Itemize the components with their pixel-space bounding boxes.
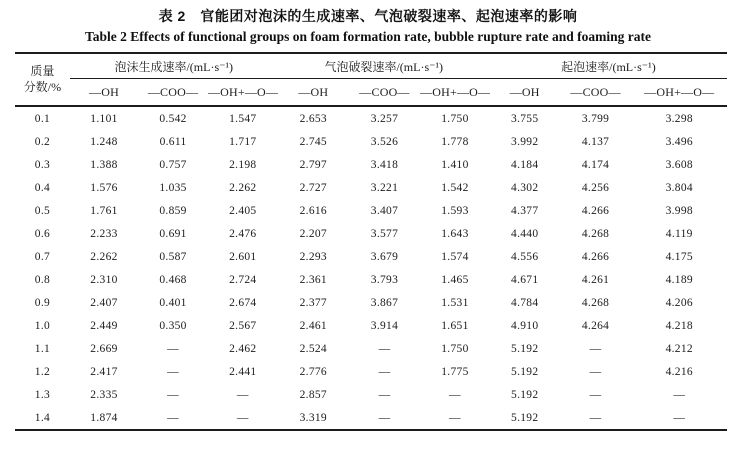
table-cell: 4.264 [581, 319, 610, 332]
subcol-header-oh: —OH [278, 79, 349, 107]
table-cell: 4.266 [581, 250, 610, 263]
table-cell: 4.175 [665, 250, 693, 263]
table-row [15, 383, 727, 406]
table-cell-empty: — [449, 411, 461, 424]
group-header-foam-formation-rate: 泡沫生成速率/(mL·s⁻¹) [70, 53, 278, 79]
table-cell: 3.867 [370, 296, 399, 309]
table-cell: 3.914 [370, 319, 399, 332]
table-cell: 3.998 [665, 204, 693, 217]
table-cell: 4.212 [665, 342, 693, 355]
table-cell-empty: — [378, 365, 391, 378]
table-cell: 1.593 [441, 204, 469, 217]
table-cell: 3.418 [370, 158, 399, 171]
table-cell: 4.268 [581, 296, 610, 309]
table-cell: 3.319 [299, 411, 327, 424]
subcol-header-coo: —COO— [560, 79, 632, 107]
table-cell: 1.750 [441, 342, 469, 355]
row-mass-fraction: 0.8 [34, 273, 51, 286]
table-row [15, 314, 727, 337]
table-cell: 2.524 [299, 342, 327, 355]
table-cell: 2.727 [299, 181, 327, 194]
table-cell: 2.233 [90, 227, 118, 240]
table-cell: 1.775 [441, 365, 469, 378]
row-mass-fraction: 0.9 [34, 296, 51, 309]
mass-fraction-header-line2: 分数/% [23, 79, 62, 94]
table-cell-empty: — [378, 388, 391, 401]
table-row [15, 360, 727, 383]
table-cell: 1.388 [90, 158, 118, 171]
table-cell: 1.035 [159, 181, 187, 194]
table-cell: 2.461 [299, 319, 327, 332]
table-cell: 3.407 [370, 204, 399, 217]
table-cell: 2.441 [229, 365, 257, 378]
table-cell: 2.417 [90, 365, 118, 378]
row-mass-fraction: 0.4 [34, 181, 51, 194]
table-cell: 1.750 [441, 112, 469, 125]
table-cell: 2.476 [229, 227, 257, 240]
table-cell: 3.526 [370, 135, 399, 148]
table-cell: 2.407 [90, 296, 118, 309]
table-cell: 2.207 [299, 227, 327, 240]
subcol-header-oh: —OH [70, 79, 138, 107]
table-cell: 2.857 [299, 388, 327, 401]
table-cell-empty: — [167, 388, 179, 401]
table-cell: 1.761 [90, 204, 118, 217]
table-row [15, 153, 727, 176]
table-row [15, 245, 727, 268]
table-row [15, 222, 727, 245]
sub-header-row [15, 79, 727, 107]
table-cell-empty: — [236, 388, 249, 401]
table-cell: 3.793 [370, 273, 399, 286]
table-cell: 4.218 [665, 319, 693, 332]
table-cell: 2.567 [229, 319, 257, 332]
table-cell: 1.643 [441, 227, 469, 240]
table-cell: 5.192 [511, 388, 539, 401]
row-mass-fraction: 0.2 [34, 135, 51, 148]
table-cell-empty: — [589, 365, 602, 378]
subcol-header-oh: —OH [490, 79, 560, 107]
mass-fraction-header-line1: 质量 [30, 63, 55, 78]
subcol-header-oh-o: —OH+—O— [420, 79, 490, 107]
table-cell: 4.216 [665, 365, 693, 378]
table-cell: 4.184 [511, 158, 539, 171]
table-cell: 2.669 [90, 342, 118, 355]
table-cell: 2.335 [90, 388, 118, 401]
table-cell: 2.797 [299, 158, 327, 171]
table-cell: 1.874 [90, 411, 118, 424]
table-cell: 4.137 [581, 135, 610, 148]
table-cell-empty: — [589, 342, 602, 355]
table-cell: 3.755 [511, 112, 539, 125]
table-cell-empty: — [589, 411, 602, 424]
table-cell: 2.405 [229, 204, 257, 217]
table-cell: 5.192 [511, 342, 539, 355]
subcol-header-coo: —COO— [138, 79, 208, 107]
table-cell: 1.101 [90, 112, 118, 125]
table-cell: 2.724 [229, 273, 257, 286]
table-cell: 2.674 [229, 296, 257, 309]
group-header-row [15, 53, 727, 79]
row-mass-fraction: 0.5 [34, 204, 51, 217]
row-mass-fraction: 1.3 [34, 388, 51, 401]
table-body [15, 106, 727, 430]
table-cell: 1.542 [441, 181, 469, 194]
row-mass-fraction: 0.7 [34, 250, 51, 263]
table-caption-en: Table 2 Effects of functional groups on foam formation rate, bubble rupture rate and foaming rate [85, 29, 651, 44]
table-cell: 4.302 [511, 181, 539, 194]
table-cell: 1.531 [441, 296, 469, 309]
row-mass-fraction: 0.1 [34, 112, 51, 125]
mass-fraction-header [15, 53, 70, 106]
row-mass-fraction: 0.3 [34, 158, 51, 171]
table-cell: 4.174 [581, 158, 610, 171]
table-cell: 2.361 [299, 273, 327, 286]
row-mass-fraction: 1.0 [34, 319, 51, 332]
table-cell-empty: — [167, 365, 179, 378]
table-row [15, 176, 727, 199]
row-mass-fraction: 1.1 [34, 342, 51, 355]
table-cell: 3.221 [370, 181, 399, 194]
table-cell-empty: — [589, 388, 602, 401]
table-cell: 2.745 [299, 135, 327, 148]
data-table [15, 52, 727, 431]
table-caption-zh: 表 2 官能团对泡沫的生成速率、气泡破裂速率、起泡速率的影响 [158, 8, 578, 24]
subcol-header-coo: —COO— [349, 79, 420, 107]
row-mass-fraction: 0.6 [34, 227, 51, 240]
table-cell: 3.992 [511, 135, 539, 148]
table-cell: 1.574 [441, 250, 469, 263]
table-cell-empty: — [167, 342, 179, 355]
table-cell: 3.577 [370, 227, 399, 240]
table-cell: 2.462 [229, 342, 257, 355]
table-cell: 0.691 [159, 227, 187, 240]
table-cell: 4.440 [511, 227, 539, 240]
table-cell: 0.350 [159, 319, 187, 332]
table-cell: 4.256 [581, 181, 610, 194]
table-cell: 0.757 [159, 158, 187, 171]
table-cell: 4.671 [511, 273, 539, 286]
group-header-foaming-rate: 起泡速率/(mL·s⁻¹) [490, 53, 727, 79]
table-cell: 2.776 [299, 365, 327, 378]
row-mass-fraction: 1.2 [34, 365, 51, 378]
table-cell-empty: — [449, 388, 461, 401]
table-cell: 2.262 [229, 181, 257, 194]
table-cell: 0.859 [159, 204, 187, 217]
table-cell: 1.717 [229, 135, 257, 148]
table-cell-empty: — [673, 411, 686, 424]
group-header-bubble-rupture-rate: 气泡破裂速率/(mL·s⁻¹) [278, 53, 490, 79]
table-cell: 3.257 [370, 112, 399, 125]
table-cell-empty: — [673, 388, 686, 401]
table-cell: 4.377 [511, 204, 539, 217]
table-cell: 4.119 [665, 227, 693, 240]
table-cell-empty: — [167, 411, 179, 424]
table-cell: 3.496 [665, 135, 693, 148]
table-cell: 2.310 [90, 273, 118, 286]
table-cell: 0.401 [159, 296, 187, 309]
row-mass-fraction: 1.4 [34, 411, 51, 424]
table-cell: 4.910 [511, 319, 539, 332]
table-cell: 2.293 [299, 250, 327, 263]
table-cell: 4.189 [665, 273, 693, 286]
table-cell: 0.468 [159, 273, 187, 286]
table-cell: 4.784 [511, 296, 539, 309]
table-row [15, 130, 727, 153]
table-cell-empty: — [378, 342, 391, 355]
table-cell-empty: — [378, 411, 391, 424]
table-row [15, 291, 727, 314]
table-row [15, 199, 727, 222]
table-cell: 2.262 [90, 250, 118, 263]
table-cell: 1.547 [229, 112, 257, 125]
table-cell: 1.576 [90, 181, 118, 194]
table-cell: 2.653 [299, 112, 327, 125]
table-cell: 1.651 [441, 319, 469, 332]
table-cell: 5.192 [511, 411, 539, 424]
table-cell: 0.542 [159, 112, 187, 125]
table-cell: 3.804 [665, 181, 693, 194]
table-row [15, 106, 727, 130]
table-row [15, 268, 727, 291]
table-cell: 1.778 [441, 135, 469, 148]
table-cell: 4.206 [665, 296, 693, 309]
table-cell: 2.449 [90, 319, 118, 332]
table-row [15, 406, 727, 430]
table-cell: 1.248 [90, 135, 118, 148]
table-cell: 4.261 [581, 273, 610, 286]
table-cell: 2.601 [229, 250, 257, 263]
table-cell: 2.616 [299, 204, 327, 217]
table-cell: 3.608 [665, 158, 693, 171]
table-cell: 5.192 [511, 365, 539, 378]
subcol-header-oh-o: —OH+—O— [208, 79, 278, 107]
table-cell: 3.799 [581, 112, 610, 125]
table-cell: 4.556 [511, 250, 539, 263]
table-cell: 1.465 [441, 273, 469, 286]
table-cell: 2.377 [299, 296, 327, 309]
table-row [15, 337, 727, 360]
table-cell: 3.679 [370, 250, 399, 263]
table-cell: 1.410 [441, 158, 469, 171]
table-cell: 0.587 [159, 250, 187, 263]
subcol-header-oh-o: —OH+—O— [632, 79, 728, 107]
table-cell: 4.268 [581, 227, 610, 240]
table-cell-empty: — [236, 411, 249, 424]
table-cell: 2.198 [229, 158, 257, 171]
table-cell: 3.298 [665, 112, 693, 125]
table-cell: 4.266 [581, 204, 610, 217]
table-cell: 0.611 [159, 135, 187, 148]
